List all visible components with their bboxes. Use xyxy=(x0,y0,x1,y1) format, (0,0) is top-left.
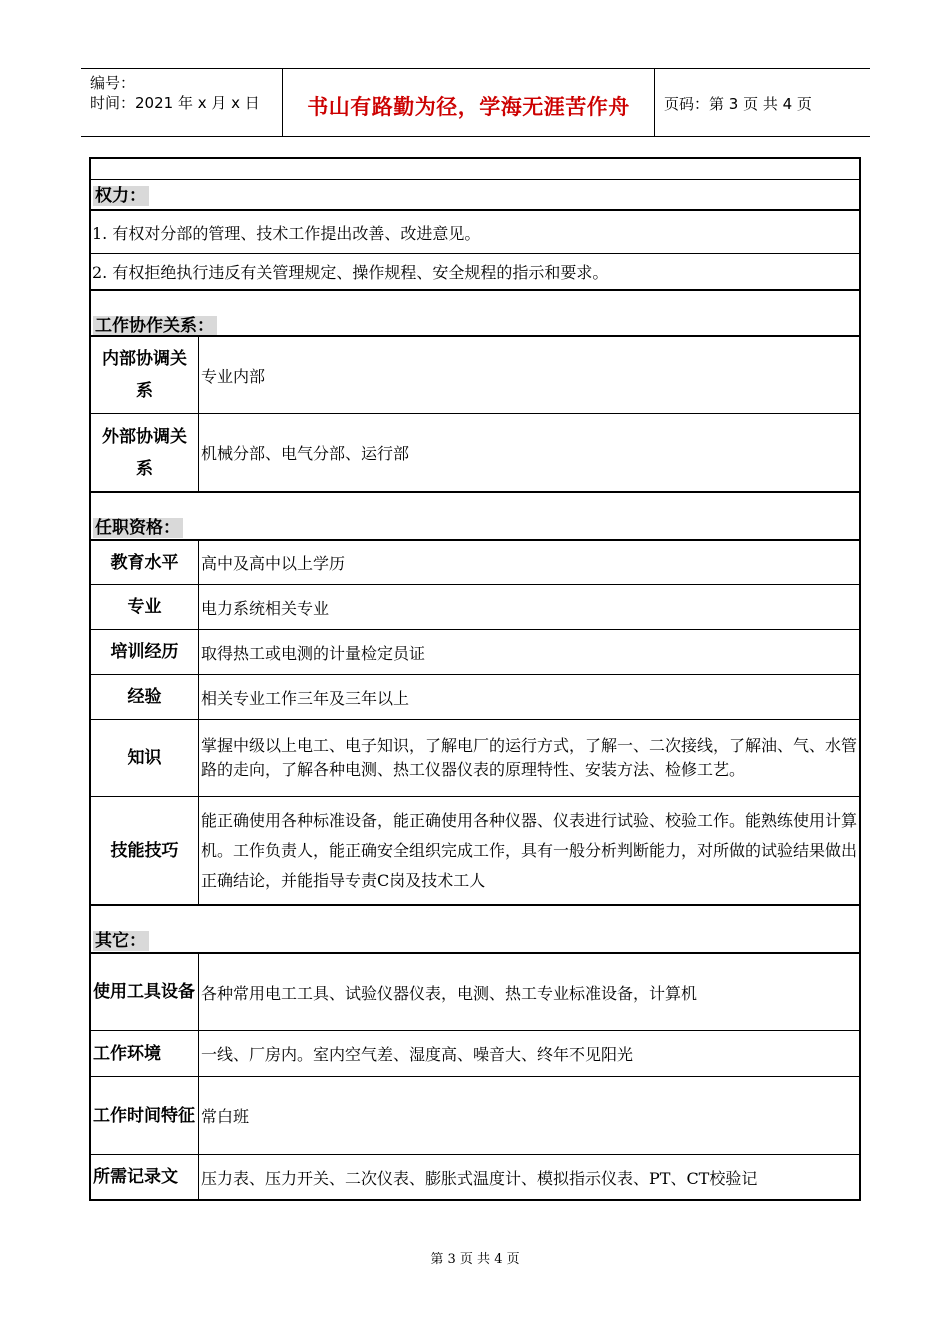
row-label: 培训经历 xyxy=(91,630,199,674)
page-footer: 第 3 页 共 4 页 xyxy=(430,1252,520,1267)
row-value: 电力系统相关专业 xyxy=(201,598,330,618)
authority-item: 2. 有权拒绝执行违反有关管理规定、操作规程、安全规程的指示和要求。 xyxy=(91,253,859,289)
row-value: 专业内部 xyxy=(201,366,266,386)
table-row xyxy=(91,1076,859,1154)
table-row xyxy=(91,952,859,1030)
row-value: 常白班 xyxy=(201,1107,250,1126)
row-label: 知识 xyxy=(91,720,199,796)
row-value: 相关专业工作三年及三年以上 xyxy=(201,688,410,708)
section-title-cooperation: 工作协作关系： xyxy=(91,289,859,335)
header-meta xyxy=(90,73,260,113)
row-value: 一线、厂房内。室内空气差、湿度高、噪音大、终年不见阳光 xyxy=(201,1045,634,1064)
section-title-other: 其它： xyxy=(91,904,859,952)
table-row xyxy=(91,539,859,584)
row-label: 专业 xyxy=(91,585,199,629)
row-value: 压力表、压力开关、二次仪表、膨胀式温度计、模拟指示仪表、PT、CT校验记 xyxy=(201,1168,758,1188)
row-label: 所需记录文 xyxy=(91,1155,199,1199)
header-motto: 书山有路勤为径，学海无涯苦作舟 xyxy=(307,95,630,119)
document-time: 时间：2021 年 x 月 x 日 xyxy=(90,94,260,112)
row-label: 教育水平 xyxy=(91,541,199,584)
row-label: 工作时间特征 xyxy=(91,1077,199,1154)
section-title-qualifications: 任职资格： xyxy=(91,491,859,539)
table-row xyxy=(91,584,859,629)
table-row xyxy=(91,796,859,904)
row-value: 高中及高中以上学历 xyxy=(201,554,346,573)
header-divider xyxy=(654,69,655,136)
row-value: 机械分部、电气分部、运行部 xyxy=(201,444,410,463)
section-title-authority: 权力： xyxy=(91,179,859,209)
table-row xyxy=(91,629,859,674)
table-row xyxy=(91,1030,859,1076)
row-value: 取得热工或电测的计量检定员证 xyxy=(201,643,426,663)
row-label: 技能技巧 xyxy=(91,797,199,904)
row-label: 内部协调关系 xyxy=(91,337,199,413)
table-row xyxy=(91,335,859,413)
header-page-info: 页码：第 3 页 共 4 页 xyxy=(664,95,812,113)
row-value: 各种常用电工工具、试验仪器仪表，电测、热工专业标准设备，计算机 xyxy=(201,983,698,1003)
document-number-label: 编号： xyxy=(90,74,136,92)
row-value: 掌握中级以上电工、电子知识，了解电厂的运行方式，了解一、二次接线，了解油、气、水管路的走向，了解各种电测、热工仪器仪表的原理特性、安装方法、检修工艺。 xyxy=(201,736,858,779)
authority-item: 1. 有权对分部的管理、技术工作提出改善、改进意见。 xyxy=(91,209,859,253)
row-label: 使用工具设备 xyxy=(91,954,199,1030)
job-description-table xyxy=(89,157,861,1201)
row-label: 外部协调关系 xyxy=(91,414,199,491)
row-label: 经验 xyxy=(91,675,199,719)
table-row xyxy=(91,674,859,719)
table-row xyxy=(91,1154,859,1199)
row-label: 工作环境 xyxy=(91,1031,199,1076)
row-value: 能正确使用各种标准设备，能正确使用各种仪器、仪表进行试验、校验工作。能熟练使用计算机。工作负责人，能正确安全组织完成工作，具有一般分析判断能力，对所做的试验结果做出正确结论，并能指导专责C岗及技术工人 xyxy=(201,810,858,890)
table-row xyxy=(91,413,859,491)
table-spacer-row xyxy=(91,159,859,179)
table-row xyxy=(91,719,859,796)
page-header xyxy=(81,68,870,137)
